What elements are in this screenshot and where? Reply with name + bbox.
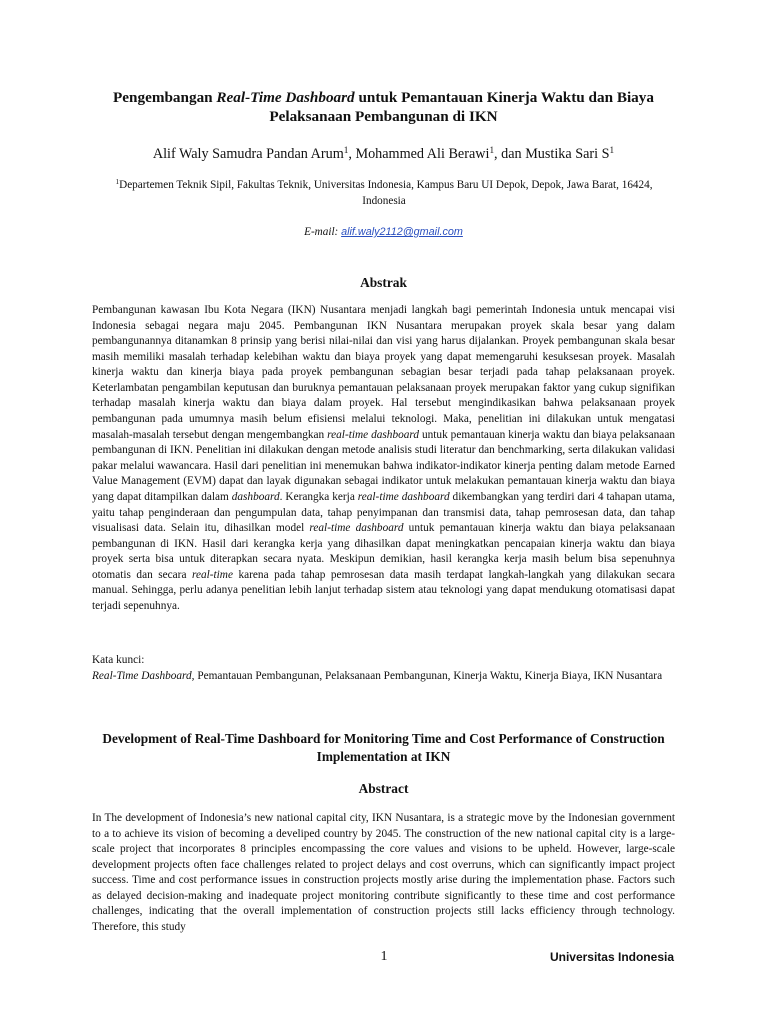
abstrak-italic-term: real-time dashboard	[327, 428, 420, 441]
author-name: Mustika Sari S	[525, 146, 610, 162]
abstrak-text: untuk pemantauan kinerja waktu dan biaya pelaksanaan pembangunan di IKN. Hasil dari kerangka kerja yang dihasilkan dapat meningkatkan pencapaian kinerja waktu dan biaya proyek serta bisa untuk diterapkan secara nyata. Meskipun demikian, hasil kerangka kerja masih belum bisa sepenuhnya otomatis dan secara	[92, 522, 675, 581]
author-name: Mohammed Ali Berawi	[355, 146, 490, 162]
author-list	[92, 145, 675, 163]
abstrak-text: Pembangunan kawasan Ibu Kota Negara (IKN) Nusantara menjadi langkah bagi pemerintah Indonesia untuk mencapai visi Indonesia sebagai negara maju 2045. Pembangunan IKN Nusantara merupakan proyek skala besar yang dalam pembangunannya ditanamkan 8 prinsip yang berisi nilai-nilai dan visi yang harus dijalankan. Proyek pembangunan skala besar masih memiliki masalah terhadap kelebihan waktu dan biaya proyek yang dapat memengaruhi kesuksesan proyek. Masalah kinerja waktu dan kinerja biaya pada proyek pembangunan sebagian besar terjadi pada tahap pelaksanaan proyek. Keterlambatan pengambilan keputusan dan buruknya pemantauan pelaksanaan proyek merupakan faktor yang cukup signifikan terhadap masalah kinerja waktu dan biaya dalam proyek. Hal tersebut mengindikasikan bahwa pelaksanaan proyek pembangunan pada umumnya masih belum efisiensi melalui teknologi. Maka, penelitian ini dilakukan untuk mengatasi masalah-masalah tersebut dengan mengembangkan	[92, 304, 675, 441]
paper-title	[92, 88, 675, 126]
title-text-end: untuk Pemantauan Kinerja Waktu dan Biaya Pelaksanaan Pembangunan di IKN	[269, 89, 654, 125]
affiliation-marker: 1	[115, 178, 120, 186]
abstrak-italic-term: real-time	[191, 568, 233, 581]
keyword-list: Pemantauan Pembangunan, Pelaksanaan Pembangunan, Kinerja Waktu, Kinerja Biaya, IKN Nusantara	[194, 669, 663, 682]
abstrak-text: dikembangkan yang terdiri dari 4 tahapan utama, yaitu tahap penginderaan dan pengumpulan data, tahap penyimpanan dan transmisi data, tahap pemrosesan data, dan tahap visualisasi data. Selain itu, dihasilkan model	[92, 490, 675, 535]
abstrak-text: untuk pemantauan kinerja waktu dan biaya pelaksanaan pembangunan di IKN. Penelitian ini dilakukan dengan metode analisis studi literatur dan benchmarking, serta dilakukan validasi pakar melalui wawancara. Hasil dari penelitian ini menemukan bahwa indikator-indikator kinerja penting dalam metode Earned Value Management (EVM) dapat dan layak digunakan sebagai indikator untuk melakukan pemantauan kinerja waktu dan biaya yang dapat ditampilkan dalam	[92, 428, 675, 503]
title-italic-text: Real-Time Dashboard	[216, 89, 355, 106]
english-title: Development of Real-Time Dashboard for Monitoring Time and Cost Performance of Construction Implementation at IKN	[102, 731, 665, 764]
abstrak-heading: Abstrak	[360, 275, 407, 290]
abstrak-italic-term: dashboard	[231, 490, 280, 503]
abstrak-text: . Kerangka kerja	[279, 490, 358, 503]
page-number: 1	[380, 949, 388, 964]
abstrak-italic-term: real-time dashboard	[309, 522, 404, 535]
contact-email	[92, 225, 675, 240]
author-separator: ,	[348, 146, 356, 162]
footer-institution: Universitas Indonesia	[549, 950, 674, 964]
author-name: Alif Waly Samudra Pandan Arum	[152, 146, 344, 162]
keywords-label: Kata kunci:	[92, 654, 145, 666]
keywords	[92, 653, 675, 684]
abstract-heading: Abstract	[358, 781, 409, 796]
title-text: Pengembangan	[113, 89, 217, 106]
affiliation	[100, 178, 668, 209]
affiliation-text: Departemen Teknik Sipil, Fakultas Teknik, Universitas Indonesia, Kampus Baru UI Depok, Depok, Jawa Barat, 16424, Indonesia	[119, 179, 653, 207]
author-affiliation-marker: 1	[609, 144, 615, 155]
author-affiliation-marker: 1	[343, 144, 349, 155]
abstrak-body	[92, 303, 675, 615]
abstract-body: In The development of Indonesia’s new national capital city, IKN Nusantara, is a strategic move by the Indonesian government to a to achieve its vision of becoming a develiped country by 2045. The construction of the new national capital city is a large-scale project that incorporates 8 principles encompassing the core values and visions to be upheld. However, large-scale development projects often face challenges related to project delays and cost overruns, which can significantly impact project success. Time and cost performance issues in construction projects mostly arise during the implementation phase. Factors such as delayed decision-making and inadequate project monitoring contribute significantly to these time and cost performance challenges, indicating that the overall implementation of construction projects still lacks efficiency through technology. Therefore, this study	[92, 812, 675, 934]
abstrak-text: karena pada tahap pemrosesan data masih terdapat langkah-langkah yang dilakukan secara manual. Sehingga, perlu adanya penelitian lebih lanjut terhadap sistem atau teknologi yang dapat mendukung otomatisasi dapat terjadi sepenuhnya.	[92, 568, 675, 612]
email-link[interactable]: alif.waly2112@gmail.com	[341, 226, 463, 238]
abstrak-italic-term: real-time dashboard	[357, 490, 450, 503]
author-separator: , dan	[494, 146, 526, 162]
keyword-italic: Real-Time Dashboard,	[92, 669, 195, 682]
keywords-terms	[92, 669, 675, 685]
author-affiliation-marker: 1	[489, 144, 495, 155]
email-label: E-mail:	[304, 226, 342, 238]
